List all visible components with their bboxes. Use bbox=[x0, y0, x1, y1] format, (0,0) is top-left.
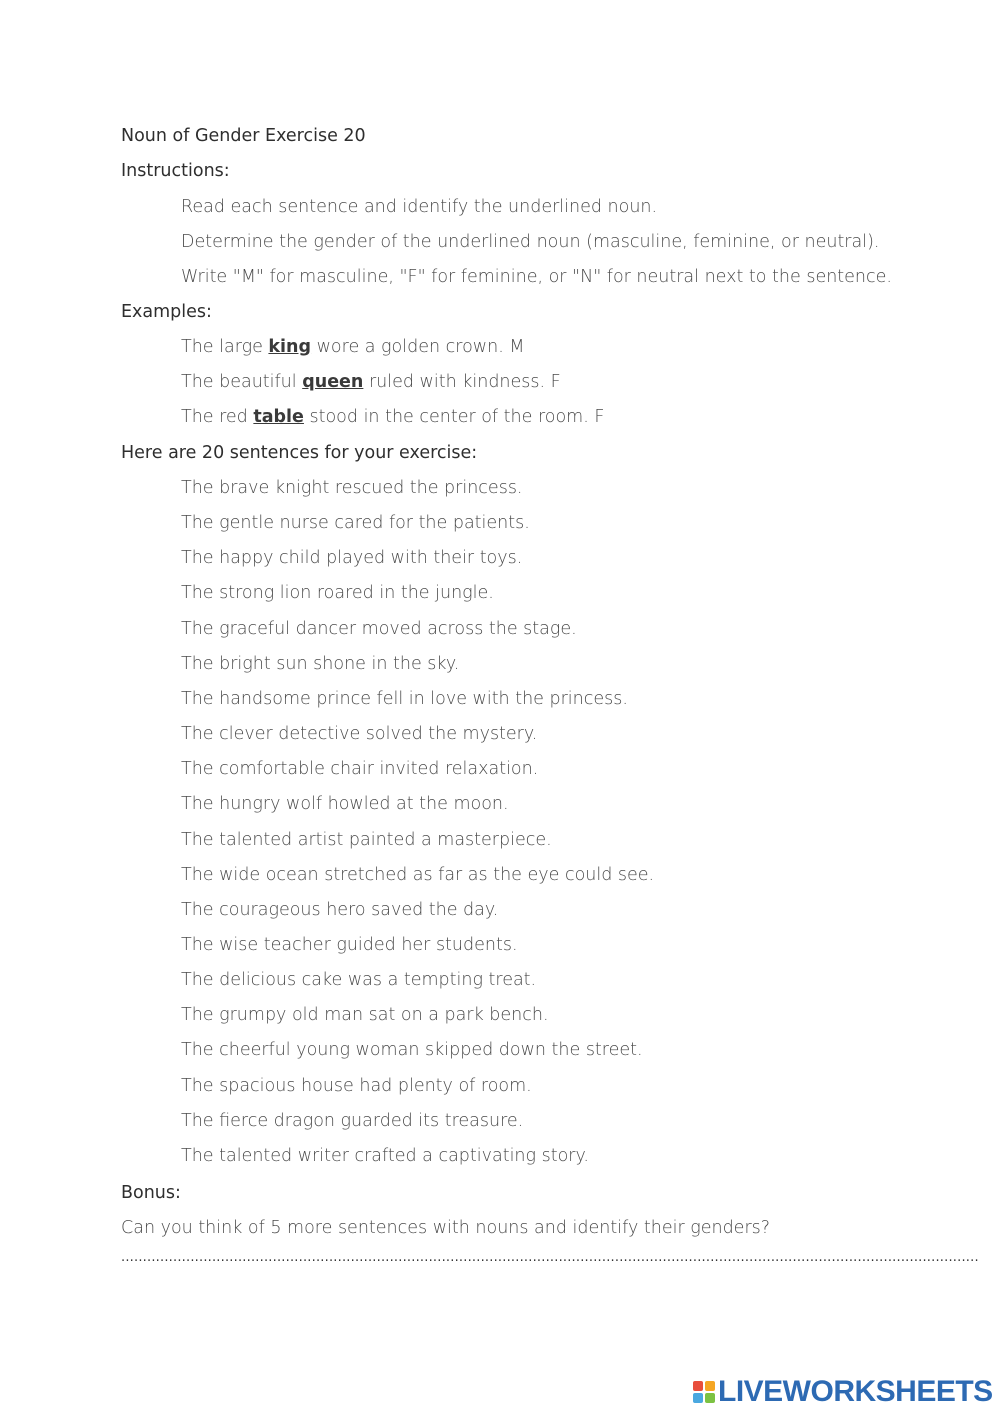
list-text: The wise teacher guided her students. bbox=[181, 934, 518, 955]
list-text: The cheerful young woman skipped down the street. bbox=[181, 1040, 643, 1061]
liveworksheets-logo-text: LIVEWORKSHEETS bbox=[718, 1375, 993, 1408]
example-text-after: stood in the center of the room. F bbox=[303, 407, 605, 427]
list-text: The comfortable chair invited relaxation. bbox=[181, 759, 539, 780]
list-text: The hungry wolf howled at the moon. bbox=[181, 794, 509, 815]
exercise-heading: Here are 20 sentences for your exercise: bbox=[121, 443, 478, 463]
list-text: The happy child played with their toys. bbox=[181, 548, 523, 569]
list-text: Determine the gender of the underlined noun (masculine, feminine, or neutral). bbox=[181, 232, 880, 252]
example-text-after: wore a golden crown. M bbox=[311, 337, 525, 357]
list-text: Read each sentence and identify the underlined noun. bbox=[181, 197, 658, 217]
bonus-heading: Bonus: bbox=[121, 1183, 181, 1203]
list-text: The delicious cake was a tempting treat. bbox=[181, 970, 537, 991]
instructions-heading: Instructions: bbox=[121, 161, 230, 181]
list-text: The strong lion roared in the jungle. bbox=[181, 583, 494, 604]
list-text: The gentle nurse cared for the patients. bbox=[181, 513, 530, 534]
list-text: The fierce dragon guarded its treasure. bbox=[181, 1110, 524, 1131]
list-text: The graceful dancer moved across the stage. bbox=[181, 618, 577, 639]
list-text: The clever detective solved the mystery. bbox=[181, 724, 538, 745]
answer-line[interactable]: ...................................................................................................................................................................................................... bbox=[121, 1250, 979, 1265]
list-text: The spacious house had plenty of room. bbox=[181, 1075, 532, 1096]
list-text: The courageous hero saved the day. bbox=[181, 899, 499, 920]
list-text: Write "M" for masculine, "F" for feminine, or "N" for neutral next to the sentence. bbox=[181, 267, 892, 287]
liveworksheets-logo[interactable] bbox=[693, 1377, 993, 1407]
list-text: The handsome prince fell in love with the princess. bbox=[181, 688, 628, 709]
underlined-noun: queen bbox=[302, 372, 364, 392]
example-text-before: The red bbox=[181, 407, 254, 427]
underlined-noun: king bbox=[268, 337, 312, 357]
list-text: The brave knight rescued the princess. bbox=[181, 478, 523, 498]
list-text bbox=[181, 372, 561, 392]
list-text: The grumpy old man sat on a park bench. bbox=[181, 1005, 549, 1026]
liveworksheets-logo-mark-icon bbox=[693, 1381, 715, 1403]
list-text: The talented writer crafted a captivating story. bbox=[181, 1145, 589, 1166]
examples-heading: Examples: bbox=[121, 302, 212, 322]
list-text bbox=[181, 337, 524, 357]
list-text: The wide ocean stretched as far as the eye could see. bbox=[181, 864, 655, 885]
worksheet-title: Noun of Gender Exercise 20 bbox=[121, 126, 366, 146]
list-text: The talented artist painted a masterpiece. bbox=[181, 829, 552, 850]
underlined-noun: table bbox=[253, 407, 304, 427]
example-text-after: ruled with kindness. F bbox=[363, 372, 561, 392]
example-text-before: The beautiful bbox=[181, 372, 303, 392]
list-text bbox=[181, 407, 604, 427]
list-text: The bright sun shone in the sky. bbox=[181, 653, 460, 674]
bonus-question-text: Can you think of 5 more sentences with nouns and identify their genders? bbox=[121, 1218, 771, 1238]
example-text-before: The large bbox=[181, 337, 269, 357]
